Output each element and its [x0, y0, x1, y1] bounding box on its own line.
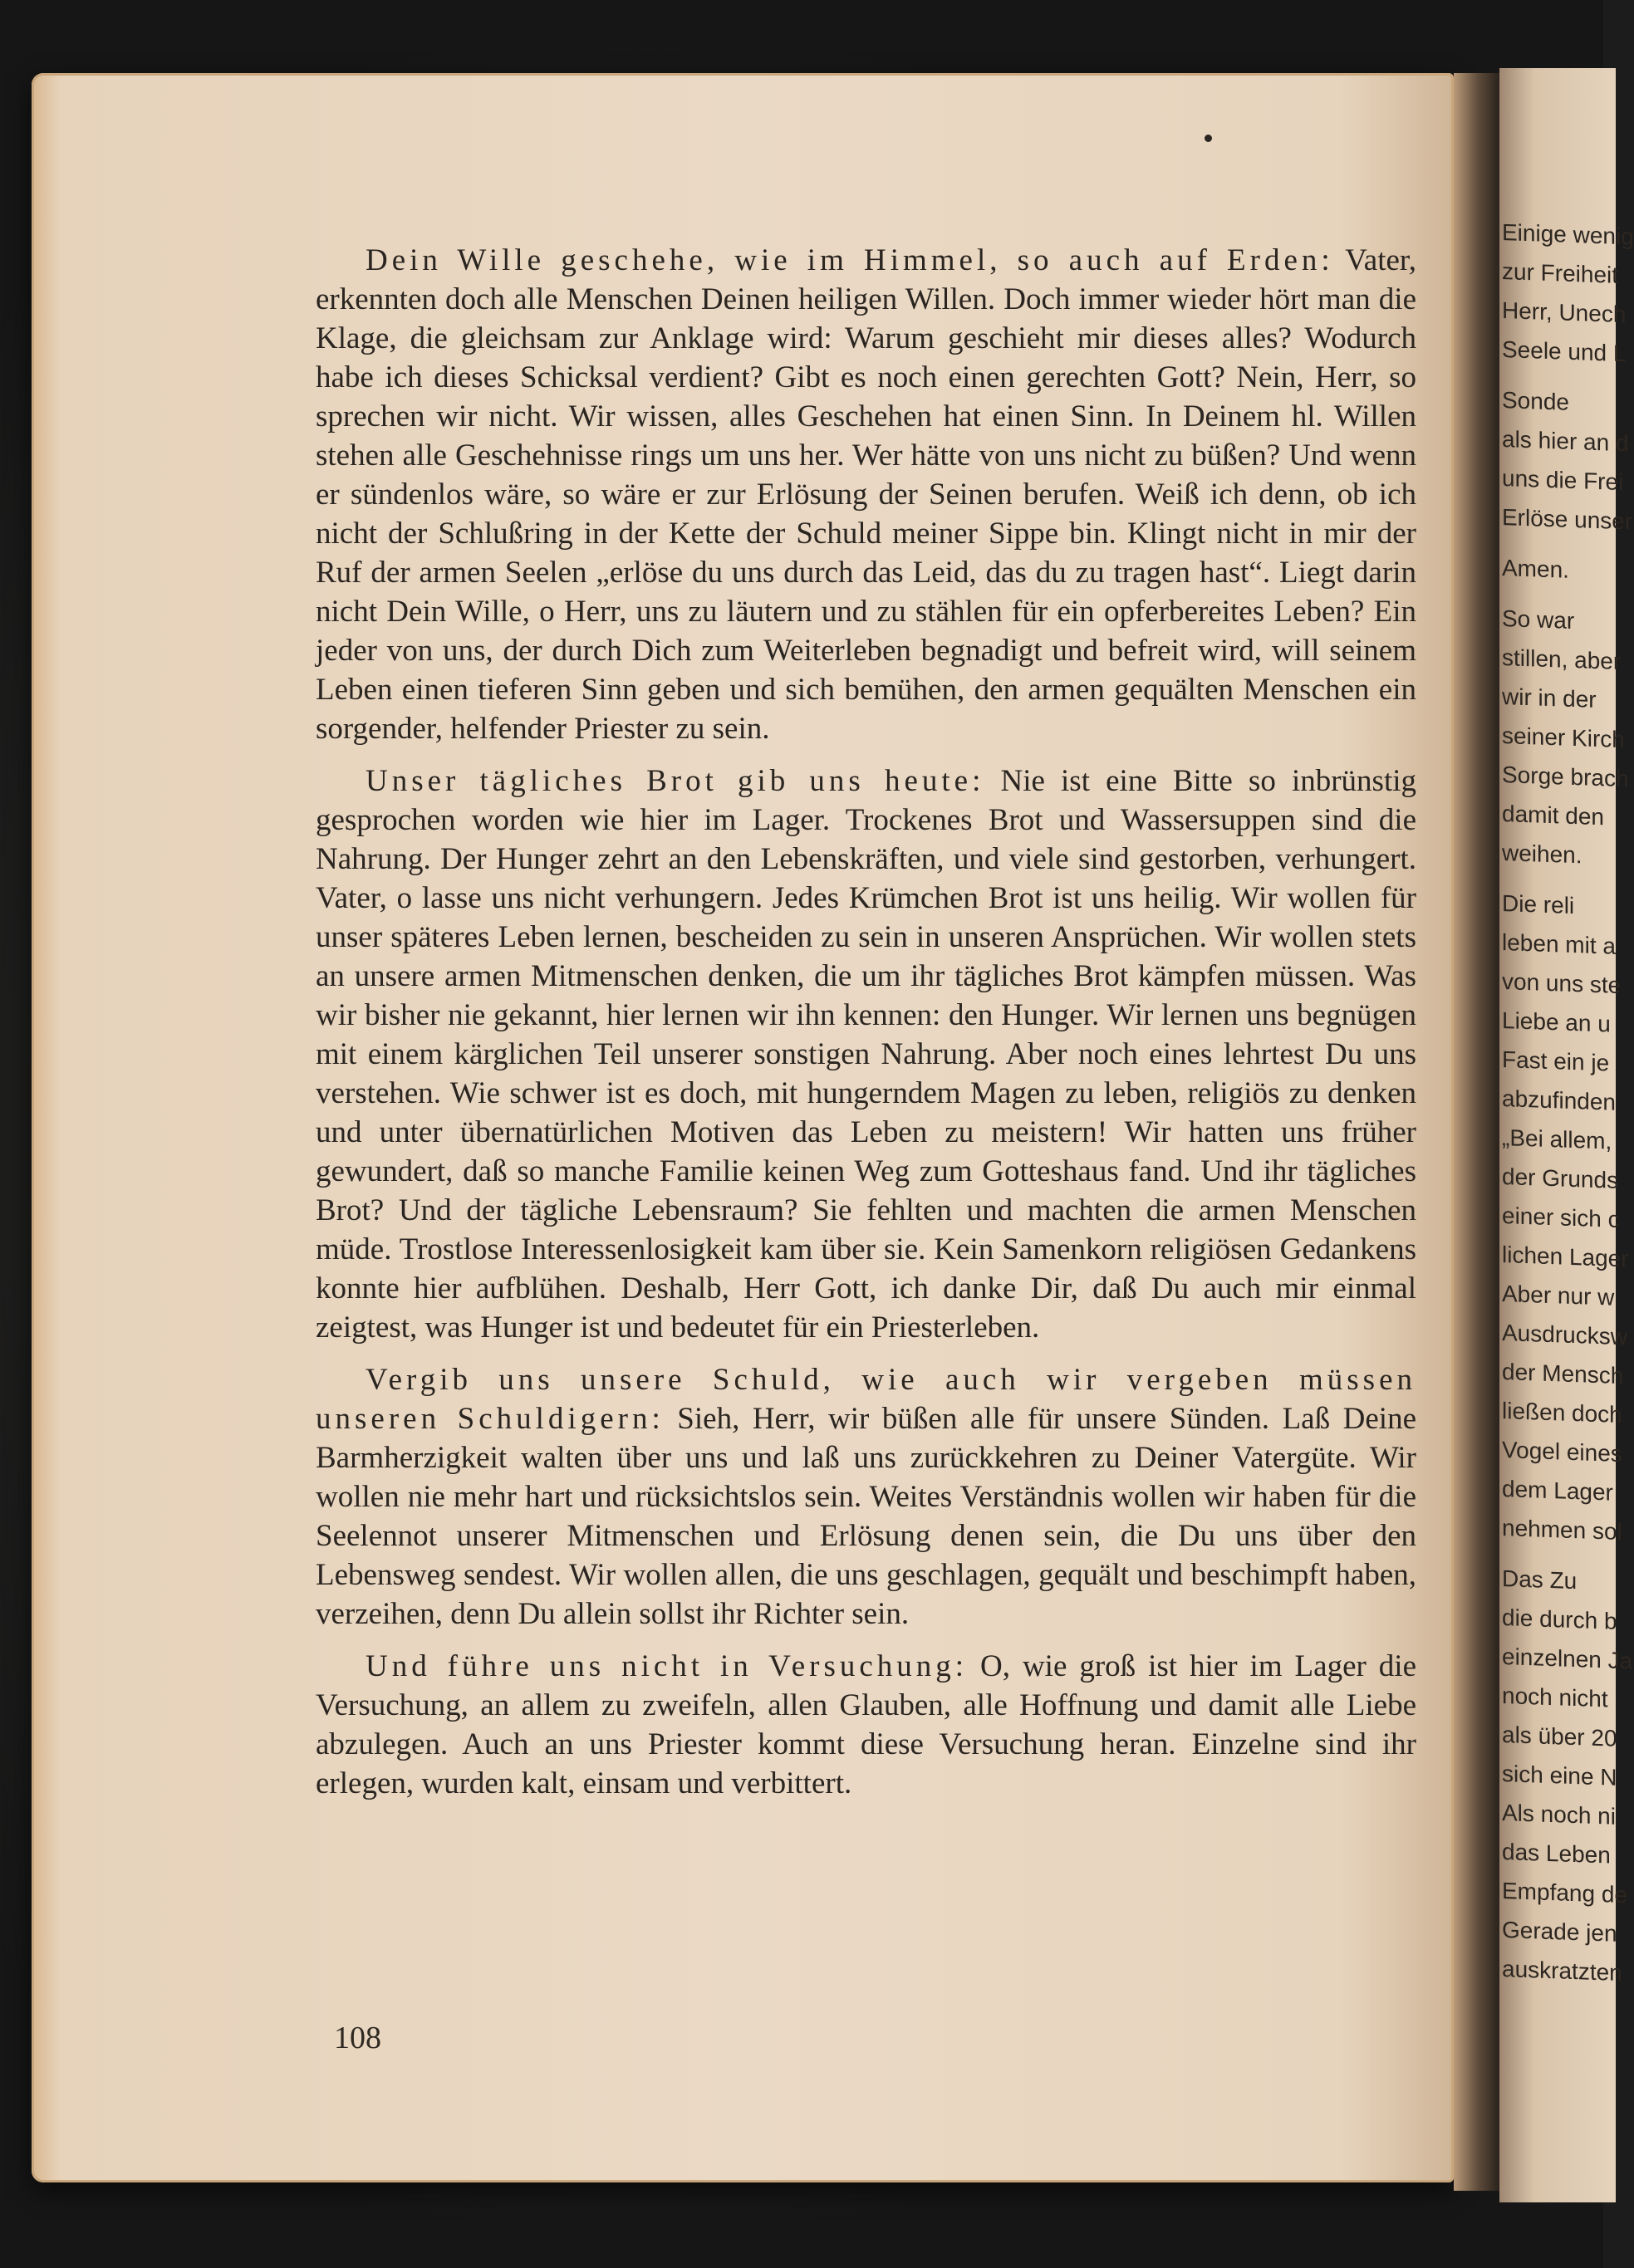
right-page-line: Sonde [1502, 387, 1569, 415]
right-page-line: Herr, Unech [1502, 297, 1627, 328]
right-page-line: als hier an d [1502, 426, 1629, 457]
right-page-line: Seele und L [1502, 336, 1627, 367]
paragraph-lead: Vergib uns unsere Schuld, wie auch wir vergeben müssen unseren Schuldigern: [316, 1363, 1416, 1436]
right-page-line: einer sich c [1502, 1203, 1620, 1232]
right-page-line: der Mensch [1502, 1359, 1624, 1389]
right-page-line: Gerade jen [1502, 1917, 1617, 1947]
right-page-line: die durch b [1502, 1604, 1617, 1634]
paragraph [316, 241, 1416, 748]
right-page-line: Das Zu [1502, 1565, 1578, 1594]
right-page-line: abzufinden [1502, 1085, 1617, 1115]
page-number: 108 [334, 2021, 381, 2055]
right-page-line: seiner Kirch [1502, 723, 1625, 753]
paragraph [316, 1360, 1416, 1634]
paragraph [316, 762, 1416, 1347]
paragraph-lead: Dein Wille geschehe, wie im Himmel, so auch auf Erden: [366, 243, 1334, 277]
right-page-line: Liebe an u [1502, 1007, 1611, 1037]
book-gutter [1454, 73, 1499, 2191]
right-page-line: Ausdrucksw [1502, 1320, 1627, 1350]
right-page-line: noch nicht [1502, 1683, 1608, 1712]
right-page-line: Vogel eines [1502, 1437, 1622, 1467]
right-page-line: Aber nur w [1502, 1281, 1615, 1310]
paragraph-body: Sieh, Herr, wir büßen alle für unsere Sünden. Laß Deine Barmherzigkeit walten über uns und laß uns zurückkehren zu Deiner Vatergüte. Wir wollen nie mehr hart und rücksichtslos sein. Weites Verständnis wollen wir haben für die Seelennot unserer Mitmenschen und Erlösung denen sein, die Du uns über den Lebensweg sendest. Wir wollen allen, die uns geschlagen, gequält und beschimpft haben, verzeihen, denn Du allein sollst ihr Richter sein. [316, 1402, 1417, 1631]
paragraph-body: O, wie groß ist hier im Lager die Versuchung, an allem zu zweifeln, allen Glauben, alle Hoffnung und damit alle Liebe abzulegen. Auch an uns Priester kommt diese Versuchung heran. Einzelne sind ihr erlegen, wurden kalt, einsam und verbittert. [316, 1649, 1416, 1800]
right-page-line: ließen doch [1502, 1398, 1622, 1428]
right-page-line: auskratzten [1502, 1956, 1622, 1986]
right-page-line: So war [1502, 605, 1575, 634]
right-page-line: Als noch ni [1502, 1800, 1616, 1830]
main-text [316, 241, 1416, 1816]
right-page-line: weihen. [1502, 840, 1582, 869]
right-page-line: dem Lager [1502, 1476, 1613, 1506]
right-page-text [1502, 212, 1634, 2026]
right-page-line: wir in der [1502, 683, 1597, 713]
right-page-line: Amen. [1502, 555, 1569, 583]
paragraph-lead: Und führe uns nicht in Versuchung: [366, 1649, 969, 1683]
paragraph [316, 1647, 1416, 1803]
right-page-line: sich eine N [1502, 1761, 1617, 1790]
right-page-line: zur Freiheit [1502, 258, 1619, 288]
right-page-line: der Grunds [1502, 1163, 1619, 1193]
right-page-line: stillen, aber [1502, 644, 1622, 675]
right-page-line: Erlöse unser [1502, 504, 1633, 535]
right-page-line: damit den [1502, 801, 1604, 830]
right-page-line: „Bei allem, [1502, 1124, 1612, 1154]
paragraph-body: Nie ist eine Bitte so inbrünstig gesprochen worden wie hier im Lager. Trockenes Brot und Wassersuppen sind die Nahrung. Der Hunger zehrt an den Lebenskräften, und viele sind gestorben, verhungert. Vater, o lasse uns nicht verhungern. Jedes Krümchen Brot ist uns heilig. Wir wollen für unser späteres Leben lernen, bescheiden zu sein in unseren Ansprüchen. Wir wollen stets an unsere armen Mitmenschen denken, die um ihr tägliches Brot kämpfen müssen. Was wir bisher nie gekannt, hier lernen wir ihn kennen: den Hunger. Wir lernen uns begnügen mit einem kärglichen Teil unserer sonstigen Nahrung. Aber noch eines lehrtest Du uns verstehen. Wie schwer ist es doch, mit hungerndem Magen zu leben, religiös zu denken und unter übernatürlichen Motiven das Leben zu meistern! Wir hatten uns früher gewundert, daß so manche Familie keinen Weg zum Gotteshaus fand. Und ihr tägliches Brot? Und der tägliche Lebensraum? Sie fehlten und machten die armen Menschen müde. Trostlose Interessenlosigkeit kam über sie. Kein Samenkorn religiösen Gedankens konnte hier aufblühen. Deshalb, Herr Gott, ich danke Dir, daß Du auch mir einmal zeigtest, was Hunger ist und bedeutet für ein Priesterleben. [316, 764, 1417, 1345]
right-page-line: nehmen sol [1502, 1515, 1622, 1545]
right-page-line: Sorge brach [1502, 762, 1629, 792]
right-page-line: Empfang de [1502, 1878, 1627, 1908]
right-page-line: als über 20 [1502, 1722, 1617, 1751]
right-page-line: einzelnen Ja [1502, 1643, 1633, 1674]
right-page-line: Fast ein je [1502, 1046, 1610, 1076]
right-page-line: Einige wenig [1502, 219, 1634, 250]
right-page-line: von uns ste [1502, 968, 1622, 999]
paragraph-body: Vater, erkennten doch alle Menschen Deinen heiligen Willen. Doch immer wieder hört man die Klage, die gleichsam zur Anklage wird: Warum geschieht mir dieses alles? Wodurch habe ich dieses Schicksal verdient? Gibt es noch einen gerechten Gott? Nein, Herr, so sprechen wir nicht. Wir wissen, alles Geschehen hat einen Sinn. In Deinem hl. Willen stehen alle Geschehnisse rings um uns her. Wer hätte von uns nicht zu büßen? Und wenn er sündenlos wäre, so wäre er zur Erlösung der Seinen berufen. Weiß ich denn, ob ich nicht der Schlußring in der Kette der Schuld meiner Sippe bin. Klingt nicht in mir der Ruf der armen Seelen „erlöse du uns durch das Leid, das du zu tragen hast“. Liegt darin nicht Dein Wille, o Herr, uns zu läutern und zu stählen für ein opferbereites Leben? Ein jeder von uns, der durch Dich zum Weiterleben begnadigt und befreit wird, will seinem Leben einen tieferen Sinn geben und sich bemühen, den armen gequälten Menschen ein sorgender, helfender Priester zu sein. [316, 243, 1416, 746]
right-page-line: das Leben [1502, 1839, 1611, 1869]
right-page-line: leben mit a [1502, 929, 1616, 959]
paragraph-lead: Unser tägliches Brot gib uns heute: [366, 764, 985, 798]
right-page-line: Die reli [1502, 890, 1575, 919]
right-page-line: lichen Lager [1502, 1242, 1629, 1272]
ink-speck [1205, 135, 1212, 142]
right-page-line: uns die Frei [1502, 465, 1624, 496]
